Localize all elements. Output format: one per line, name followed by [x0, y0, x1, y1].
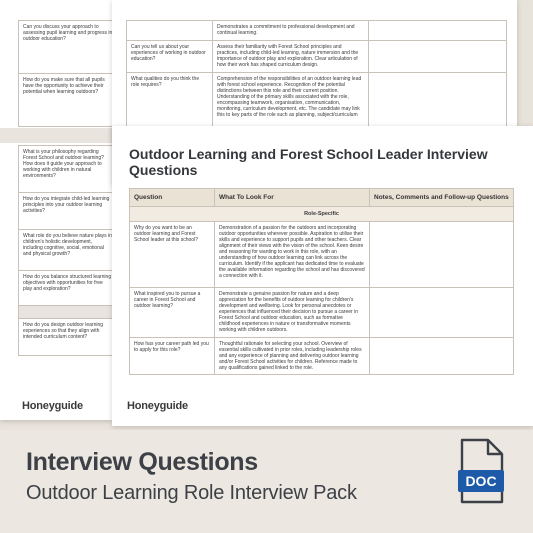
left-question-cell: What role do you believe nature plays in children's holistic development, including cognitive, social, emotional and physical growth? — [19, 230, 113, 271]
banner-subtitle: Outdoor Learning Role Interview Pack — [26, 482, 357, 504]
left-question-cell: Can you discuss your approach to assessing pupil learning and progress in outdoor education? — [19, 21, 113, 74]
back-notes-cell — [369, 41, 507, 73]
honeyguide-logo: Honeyguide — [127, 400, 188, 412]
back-answer-cell: Comprehension of the responsibilities of an outdoor learning lead with forest school experience. Recognition of the potential distinctions between this role and their current position. Understanding of the primary skills associated with the role, encompassing teamwork, organisation, communication, monitoring, curriculum development, etc. The candidate may link this to key parts of the role such as planning, subject/curriculum — [213, 73, 369, 143]
question-cell: How has your career path led you to apply for this role? — [130, 338, 215, 375]
back-answer-cell: Demonstrates a commitment to professional development and continual learning. — [213, 21, 369, 41]
back-question-cell — [127, 21, 213, 41]
document-title: Outdoor Learning and Forest School Leader Interview Questions — [129, 146, 488, 178]
left-question-cell: How do you design outdoor learning experiences so that they align with intended curriculum content? — [19, 319, 113, 356]
left-question-cell: How do you integrate child-led learning principles into your outdoor learning activities? — [19, 193, 113, 230]
back-question-table — [126, 20, 507, 143]
look-for-cell: Demonstrate a genuine passion for nature and a deep appreciation for the benefits of outdoor learning for children's development and wellbeing. Look for personal anecdotes or experiences that influenced their decision to pursue a career in Forest School and outdoor education, such as formative childhood experiences in nature or transformative moments working with children outdoors. — [215, 288, 370, 338]
left-question-cell: How do you balance structured learning objectives with opportunities for free play and exploration? — [19, 271, 113, 306]
notes-cell — [370, 222, 514, 288]
back-notes-cell — [369, 21, 507, 41]
back-question-cell: Can you tell us about your experiences of working in outdoor education? — [127, 41, 213, 73]
doc-label: DOC — [465, 473, 497, 489]
look-for-cell: Demonstration of a passion for the outdoors and incorporating outdoor opportunities wherever possible. Aspiration to utilise their skills and experience to support pupils and other teachers. Clear alignment of their views with the vision of the school. Keen desire and reasoning for wanting to work in this role, with an understanding of how outdoor learning can link across the curriculum. Identify if the applicant has dedicated time to evaluate the available information regarding the school and has discovered a connection with it. — [215, 222, 370, 288]
banner-title: Interview Questions — [26, 448, 258, 476]
left-question-table — [18, 20, 112, 127]
notes-cell — [370, 288, 514, 338]
left-page-gap — [0, 128, 112, 143]
front-document-page — [112, 126, 533, 426]
left-question-cell: How do you make sure that all pupils have the opportunity to achieve their potential when learning outdoors? — [19, 74, 113, 127]
honeyguide-logo: Honeyguide — [22, 400, 83, 412]
question-cell: What inspired you to pursue a career in Forest School and outdoor learning? — [130, 288, 215, 338]
column-header-notes: Notes, Comments and Follow-up Questions — [370, 189, 514, 207]
look-for-cell: Thoughtful rationale for selecting your school. Overview of essential skills cultivated in prior roles, including leadership roles and any experience of planning and delivering outdoor learning and/or Forest School activities for children. Reference made to any qualifications gained linked to the role. — [215, 338, 370, 375]
left-question-cell: What is your philosophy regarding Forest School and outdoor learning? How does it guide your approach to working with children in natural environments? — [19, 146, 113, 193]
interview-question-table — [129, 188, 514, 375]
left-blank-cell — [19, 306, 113, 319]
left-question-table-lower — [18, 145, 112, 356]
back-answer-cell: Assess their familiarity with Forest School principles and practices, including child-led learning, nature immersion and the importance of outdoor play and exploration. Clear articulation of how their work has shaped curriculum design. — [213, 41, 369, 73]
notes-cell — [370, 338, 514, 375]
section-heading: Role-Specific — [130, 207, 514, 222]
back-question-cell: What qualities do you think the role requires? — [127, 73, 213, 143]
doc-file-icon — [456, 438, 506, 506]
column-header-look-for: What To Look For — [215, 189, 370, 207]
left-document-page — [0, 0, 112, 420]
column-header-question: Question — [130, 189, 215, 207]
question-cell: Why do you want to be an outdoor learning and Forest School leader at this school? — [130, 222, 215, 288]
